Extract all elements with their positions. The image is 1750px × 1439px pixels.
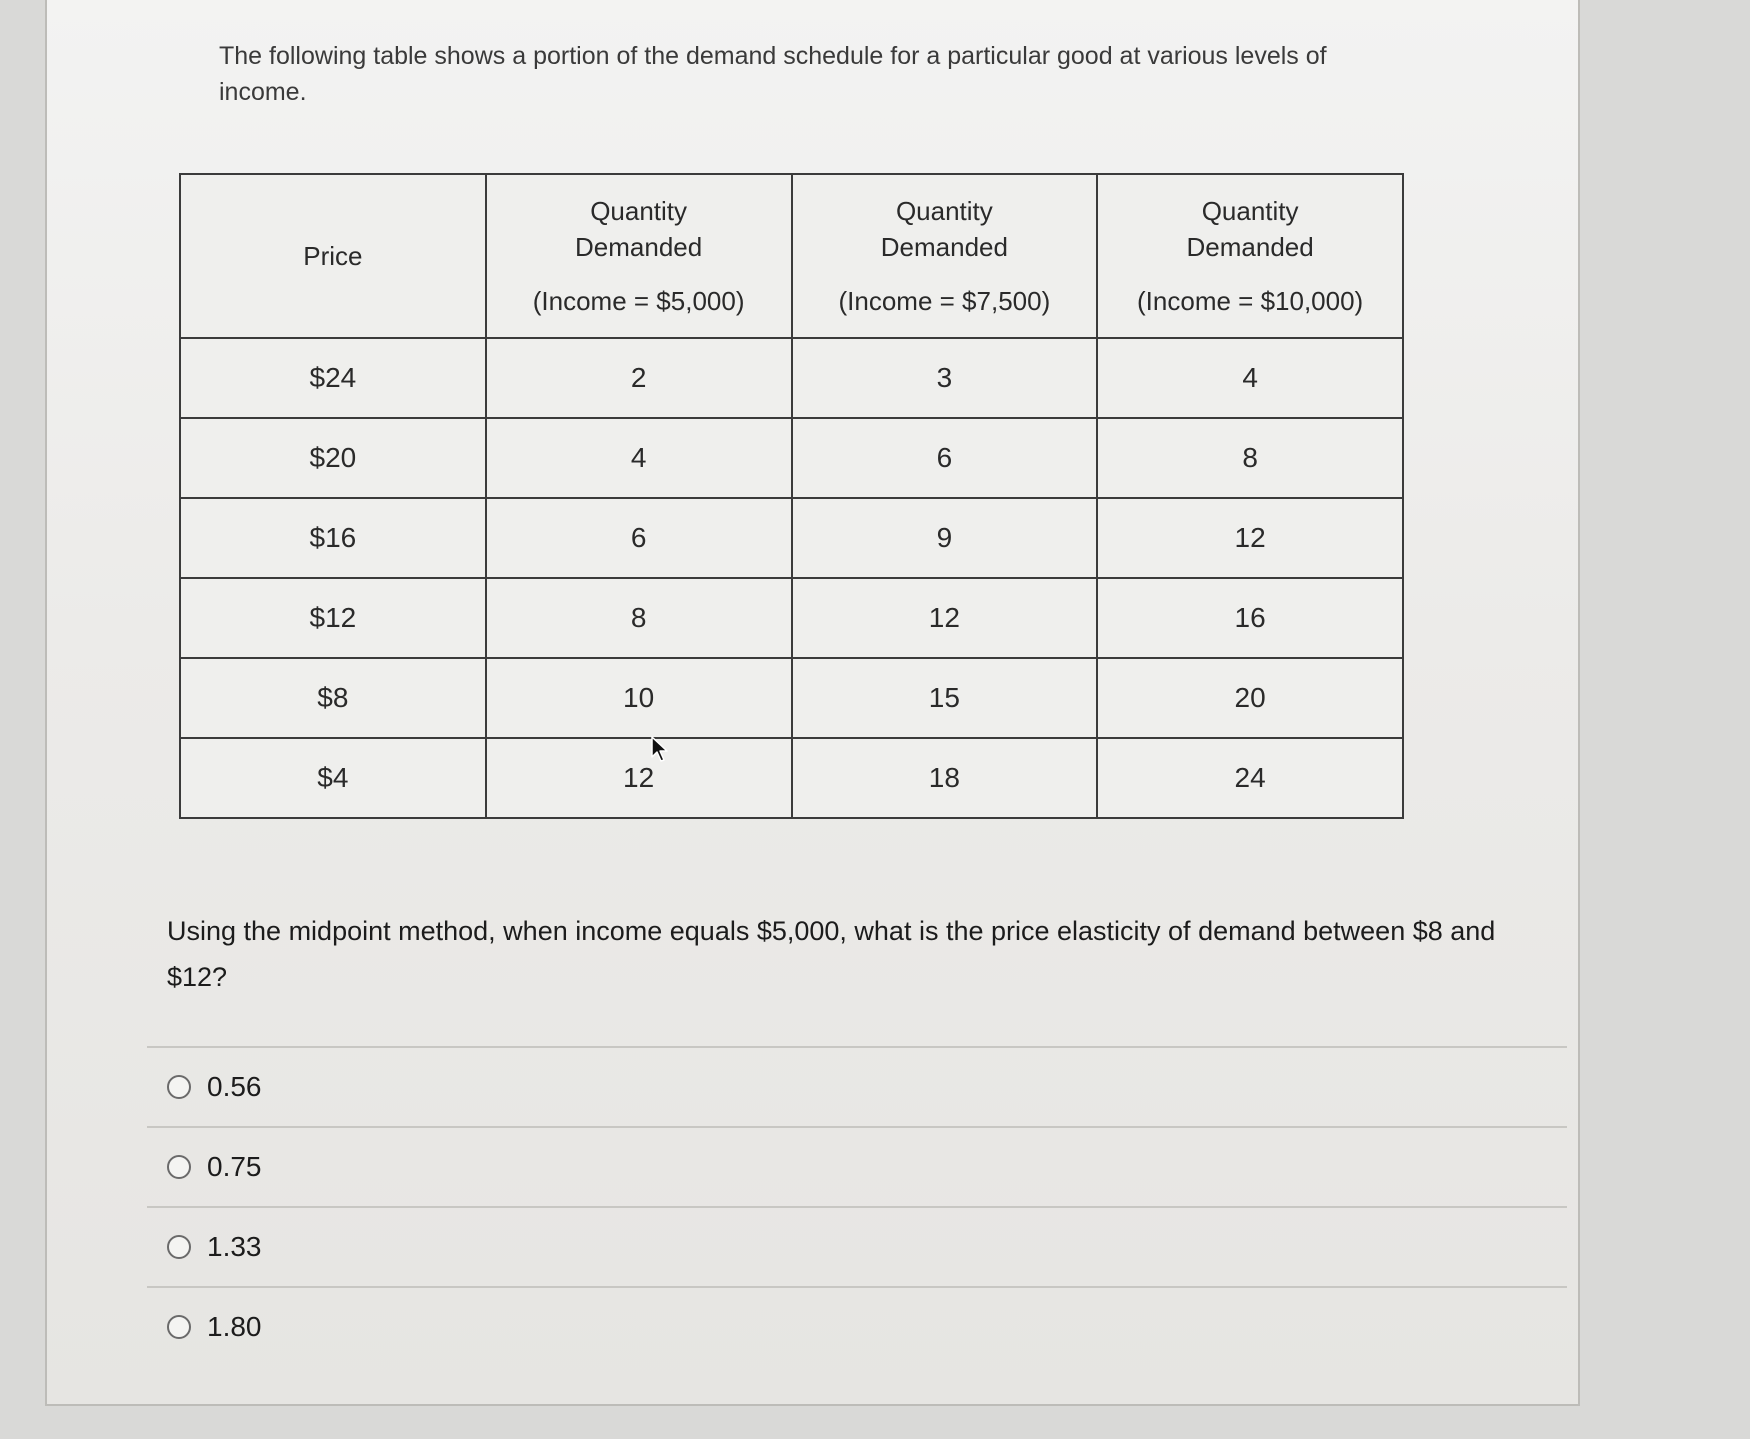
- answer-option[interactable]: [147, 1206, 1567, 1286]
- price-cell: $24: [180, 338, 486, 418]
- radio-button[interactable]: [167, 1155, 191, 1179]
- header-income-label: (Income = $5,000): [532, 286, 745, 316]
- header-label-quantity: Quantity: [590, 196, 688, 226]
- radio-button[interactable]: [167, 1075, 191, 1099]
- quantity-cell: 4: [1097, 338, 1403, 418]
- quantity-cell: 15: [792, 658, 1098, 738]
- header-price: [180, 174, 486, 338]
- header-label-quantity: Quantity: [1201, 196, 1299, 226]
- quantity-cell: 3: [792, 338, 1098, 418]
- quantity-cell: 8: [486, 578, 792, 658]
- quantity-cell: 20: [1097, 658, 1403, 738]
- answer-option[interactable]: [147, 1046, 1567, 1126]
- question-page: [45, 0, 1580, 1406]
- quantity-cell: 6: [486, 498, 792, 578]
- quantity-cell: 12: [1097, 498, 1403, 578]
- quantity-cell: 2: [486, 338, 792, 418]
- question-text: Using the midpoint method, when income equals $5,000, what is the price elasticity of demand between $8 and $12?: [167, 916, 1496, 992]
- header-income-label: (Income = $10,000): [1137, 286, 1364, 316]
- radio-button[interactable]: [167, 1315, 191, 1339]
- demand-schedule-table: [179, 173, 1404, 819]
- answer-option-label: 1.80: [207, 1311, 262, 1342]
- price-cell: $16: [180, 498, 486, 578]
- header-income-10000: [1097, 174, 1403, 338]
- quantity-cell: 8: [1097, 418, 1403, 498]
- header-income-label: (Income = $7,500): [838, 286, 1051, 316]
- header-label-demanded: Demanded: [880, 232, 1008, 262]
- header-label-demanded: Demanded: [575, 232, 703, 262]
- quantity-cell: 9: [792, 498, 1098, 578]
- header-income-5000: [486, 174, 792, 338]
- table-row: [180, 338, 1403, 418]
- header-label-quantity: Quantity: [895, 196, 993, 226]
- header-price-label: Price: [303, 241, 363, 271]
- answer-option-label: 0.75: [207, 1151, 262, 1182]
- quantity-cell: 24: [1097, 738, 1403, 818]
- quantity-cell: 10: [486, 658, 792, 738]
- quantity-cell: 16: [1097, 578, 1403, 658]
- radio-button[interactable]: [167, 1235, 191, 1259]
- mouse-pointer-icon: [650, 735, 672, 763]
- quantity-cell: 18: [792, 738, 1098, 818]
- price-cell: $4: [180, 738, 486, 818]
- header-label-demanded: Demanded: [1186, 232, 1314, 262]
- demand-schedule-table-wrap: [179, 173, 1404, 819]
- answer-option-label: 0.56: [207, 1071, 262, 1102]
- price-cell: $20: [180, 418, 486, 498]
- quantity-cell: 12: [792, 578, 1098, 658]
- price-cell: $12: [180, 578, 486, 658]
- answer-option[interactable]: [147, 1286, 1567, 1366]
- quantity-cell: 12: [486, 738, 792, 818]
- price-cell: $8: [180, 658, 486, 738]
- answer-option[interactable]: [147, 1126, 1567, 1206]
- table-row: [180, 418, 1403, 498]
- table-row: [180, 498, 1403, 578]
- quantity-cell: 4: [486, 418, 792, 498]
- table-row: [180, 738, 1403, 818]
- answer-options: [147, 1046, 1567, 1366]
- table-row: [180, 578, 1403, 658]
- table-header-row: [180, 174, 1403, 338]
- quantity-cell: 6: [792, 418, 1098, 498]
- question-intro: The following table shows a portion of the demand schedule for a particular good at various levels of income.: [219, 42, 1327, 106]
- answer-option-label: 1.33: [207, 1231, 262, 1262]
- header-income-7500: [792, 174, 1098, 338]
- table-row: [180, 658, 1403, 738]
